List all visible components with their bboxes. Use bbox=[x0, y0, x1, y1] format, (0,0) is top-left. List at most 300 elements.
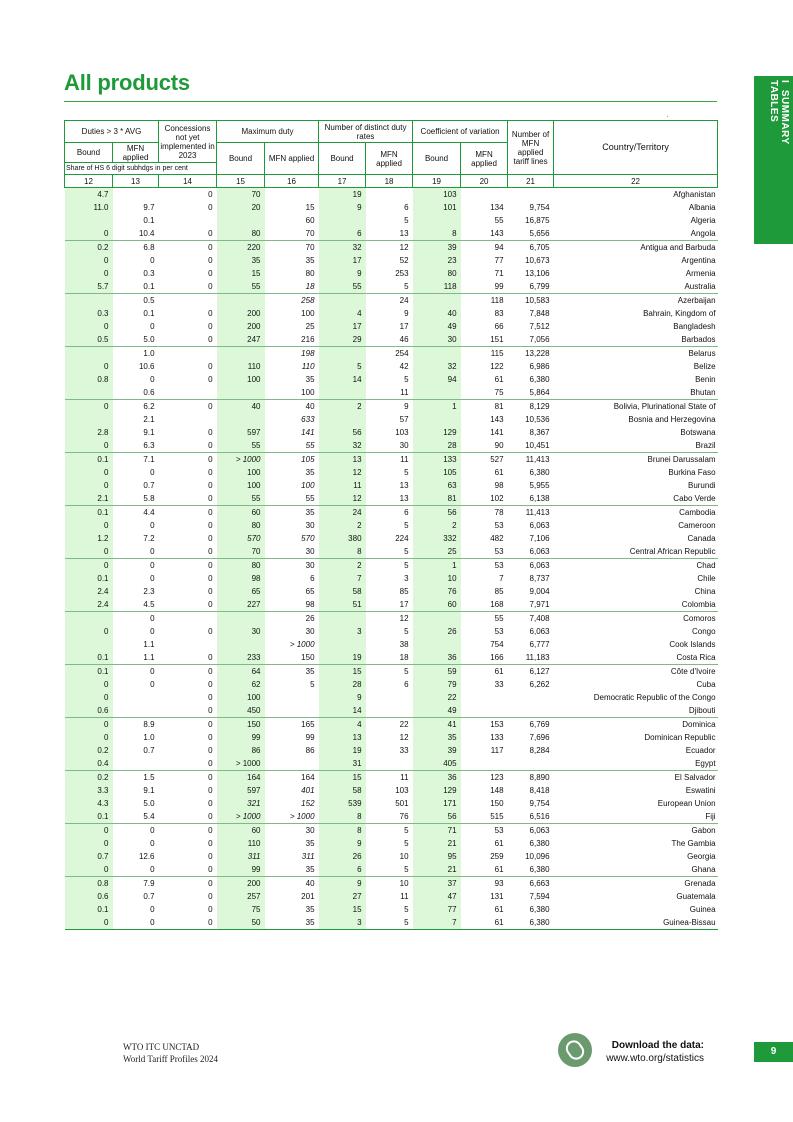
cell-c16: 26 bbox=[265, 612, 319, 626]
cell-c17 bbox=[319, 386, 366, 400]
cell-c20: 143 bbox=[490, 228, 504, 238]
cell-c21: 10,096 bbox=[525, 851, 550, 861]
download-icon[interactable] bbox=[558, 1033, 592, 1067]
cell-c15: > 1000 bbox=[217, 757, 265, 771]
cell-c12: 1.2 bbox=[65, 532, 113, 545]
table-row bbox=[65, 638, 718, 651]
country-name: Eswatini bbox=[685, 785, 716, 795]
cell-value: 570 bbox=[301, 533, 315, 543]
cell-c13: 0 bbox=[150, 374, 155, 384]
cell-c14: 0 bbox=[208, 268, 213, 278]
cell-c19: 36 bbox=[413, 651, 461, 665]
cell-c14: 0 bbox=[208, 255, 213, 265]
cell-c18 bbox=[366, 188, 413, 202]
cell-c13 bbox=[113, 757, 159, 771]
cell-c19: 39 bbox=[413, 744, 461, 757]
country-name: Guatemala bbox=[676, 891, 716, 901]
country-name: Dominica bbox=[554, 718, 718, 732]
country-name: Antigua and Barbuda bbox=[554, 241, 718, 255]
cell-c14: 0 bbox=[159, 877, 217, 891]
cell-c15 bbox=[217, 810, 265, 824]
cell-c21: 6,380 bbox=[529, 374, 550, 384]
country-name: The Gambia bbox=[671, 838, 716, 848]
cell-c14: 0 bbox=[208, 705, 213, 715]
cell-c20: 150 bbox=[490, 798, 504, 808]
cell-c15: 200 bbox=[217, 320, 265, 333]
cell-c16: 30 bbox=[305, 546, 315, 556]
header-coef-variation: Coefficient of variation bbox=[413, 121, 508, 143]
country-name: Azerbaijan bbox=[554, 294, 718, 308]
cell-c16 bbox=[265, 757, 319, 771]
cell-c18: 224 bbox=[395, 533, 409, 543]
cell-c17: 56 bbox=[319, 426, 366, 439]
cell-c18: 30 bbox=[399, 440, 409, 450]
cell-c20: 118 bbox=[461, 294, 508, 308]
country-name: Cook Islands bbox=[669, 639, 716, 649]
cell-value: 311 bbox=[247, 851, 261, 861]
cell-c17 bbox=[319, 413, 366, 426]
cell-c17: 4 bbox=[319, 718, 366, 732]
cell-c14 bbox=[159, 413, 217, 426]
cell-c20: 85 bbox=[494, 586, 504, 596]
cell-c13: 7.2 bbox=[143, 533, 155, 543]
country-name: Georgia bbox=[687, 851, 716, 861]
cell-value: > 1000 bbox=[289, 639, 315, 649]
table-row bbox=[65, 797, 718, 810]
country-name: European Union bbox=[657, 798, 716, 808]
cell-c15: 200 bbox=[217, 877, 265, 891]
column-number: 20 bbox=[461, 175, 508, 188]
country-name: Belarus bbox=[554, 347, 718, 361]
cell-c19: 36 bbox=[413, 771, 461, 785]
cell-c17: 55 bbox=[319, 280, 366, 294]
cell-c13 bbox=[113, 691, 159, 704]
cell-c14: 0 bbox=[159, 453, 217, 467]
cell-c18: 5 bbox=[404, 864, 409, 874]
cell-c17: 2 bbox=[319, 519, 366, 532]
cell-c14: 0 bbox=[208, 679, 213, 689]
cell-c12: 0 bbox=[65, 479, 113, 492]
cell-c16: 70 bbox=[265, 241, 319, 255]
cell-c14: 0 bbox=[208, 546, 213, 556]
cell-c19: 30 bbox=[413, 333, 461, 347]
cell-c15 bbox=[217, 413, 265, 426]
cell-c18: 13 bbox=[399, 480, 409, 490]
cell-c20: 527 bbox=[461, 453, 508, 467]
cell-c18: 6 bbox=[366, 506, 413, 520]
cell-c19: 1 bbox=[413, 559, 461, 573]
table-row bbox=[65, 545, 718, 559]
cell-value: 311 bbox=[301, 851, 315, 861]
cell-c20: 61 bbox=[461, 916, 508, 930]
cell-c14 bbox=[159, 386, 217, 400]
table-row bbox=[65, 678, 718, 691]
country-name: Bosnia and Herzegovina bbox=[628, 414, 716, 424]
cell-c18: 5 bbox=[404, 838, 409, 848]
cell-c14 bbox=[159, 612, 217, 626]
cell-c19: 76 bbox=[413, 585, 461, 598]
cell-c16 bbox=[265, 810, 319, 824]
cell-c15: 100 bbox=[217, 479, 265, 492]
cell-c12: 0.8 bbox=[65, 373, 113, 386]
table-row bbox=[65, 890, 718, 903]
column-number: 16 bbox=[265, 175, 319, 188]
cell-c18: 22 bbox=[366, 718, 413, 732]
cell-c14: 0 bbox=[208, 480, 213, 490]
cell-c15: 40 bbox=[217, 400, 265, 414]
page-number: 9 bbox=[754, 1042, 793, 1062]
table-row bbox=[65, 559, 718, 573]
title-divider bbox=[64, 101, 717, 102]
cell-c13: 0.1 bbox=[143, 215, 155, 225]
cell-c20 bbox=[461, 757, 508, 771]
cell-c20: 99 bbox=[494, 281, 504, 291]
cell-c14: 0 bbox=[208, 334, 213, 344]
country-name: Botswana bbox=[680, 427, 716, 437]
cell-c13: 5.8 bbox=[143, 493, 155, 503]
cell-c12: 0 bbox=[65, 227, 113, 241]
country-name: Angola bbox=[690, 228, 716, 238]
cell-c16 bbox=[265, 532, 319, 545]
cell-c19: 35 bbox=[413, 731, 461, 744]
cell-c19: 59 bbox=[413, 665, 461, 679]
cell-c19: 80 bbox=[413, 267, 461, 280]
cell-c19: 63 bbox=[413, 479, 461, 492]
cell-c15: 100 bbox=[217, 466, 265, 479]
cell-c17: 539 bbox=[319, 797, 366, 810]
cell-c18: 5 bbox=[404, 904, 409, 914]
cell-value: > 1000 bbox=[289, 811, 315, 821]
cell-c16 bbox=[265, 360, 319, 373]
cell-c21: 6,380 bbox=[529, 904, 550, 914]
cell-c15 bbox=[217, 294, 265, 308]
cell-c13: 5.4 bbox=[143, 811, 155, 821]
cell-c20: 66 bbox=[494, 321, 504, 331]
table-row bbox=[65, 572, 718, 585]
cell-c13: 0 bbox=[113, 665, 159, 679]
cell-value: 152 bbox=[301, 798, 315, 808]
cell-c16: 35 bbox=[305, 864, 315, 874]
cell-c17: 19 bbox=[319, 651, 366, 665]
cell-c15: 64 bbox=[217, 665, 265, 679]
table-row bbox=[65, 810, 718, 824]
cell-c16 bbox=[265, 638, 319, 651]
cell-c13: 1.5 bbox=[113, 771, 159, 785]
table-row bbox=[65, 771, 718, 785]
table-row bbox=[65, 863, 718, 877]
cell-c20: 53 bbox=[494, 626, 504, 636]
cell-c19: 8 bbox=[413, 227, 461, 241]
cell-c20: 515 bbox=[490, 811, 504, 821]
cell-c12: 0 bbox=[65, 824, 113, 838]
cell-value: 110 bbox=[301, 361, 315, 371]
cell-c17: 7 bbox=[319, 572, 366, 585]
cell-c15: 70 bbox=[217, 545, 265, 559]
cell-c14: 0 bbox=[208, 732, 213, 742]
column-number: 13 bbox=[113, 175, 159, 188]
cell-c12: 0 bbox=[65, 863, 113, 877]
cell-c12: 0 bbox=[65, 439, 113, 453]
cell-c18: 253 bbox=[395, 268, 409, 278]
cell-c16: 35 bbox=[305, 904, 315, 914]
cell-c21: 8,890 bbox=[508, 771, 554, 785]
cell-c13: 1.1 bbox=[143, 652, 155, 662]
cell-value: 198 bbox=[301, 348, 315, 358]
cell-c15: 450 bbox=[217, 704, 265, 718]
table-row bbox=[65, 691, 718, 704]
cell-c19: 56 bbox=[413, 810, 461, 824]
cell-c20: 75 bbox=[494, 387, 504, 397]
cell-c20 bbox=[461, 188, 508, 202]
cell-c16 bbox=[265, 479, 319, 492]
cell-c17: 15 bbox=[319, 771, 366, 785]
cell-c19: 32 bbox=[413, 360, 461, 373]
cell-c14: 0 bbox=[208, 361, 213, 371]
country-name: Guinea bbox=[689, 904, 716, 914]
cell-c13: 5.0 bbox=[143, 798, 155, 808]
cell-c13: 7.1 bbox=[113, 453, 159, 467]
cell-c16: 30 bbox=[305, 520, 315, 530]
cell-c14: 0 bbox=[159, 241, 217, 255]
cell-c17: 8 bbox=[319, 545, 366, 559]
cell-c12: 0.1 bbox=[65, 810, 113, 824]
country-name: El Salvador bbox=[554, 771, 718, 785]
cell-c12: 0.1 bbox=[65, 903, 113, 916]
cell-c12: 4.7 bbox=[65, 188, 113, 202]
download-block[interactable] bbox=[594, 1039, 704, 1065]
table-row bbox=[65, 718, 718, 732]
cell-c15 bbox=[217, 797, 265, 810]
cell-c15: 233 bbox=[217, 651, 265, 665]
cell-c12: 0 bbox=[65, 691, 113, 704]
cell-c21: 6,380 bbox=[529, 838, 550, 848]
cell-c13 bbox=[113, 188, 159, 202]
cell-c15: 99 bbox=[217, 731, 265, 744]
footer-org: WTO ITC UNCTAD bbox=[123, 1042, 200, 1052]
cell-c18: 13 bbox=[399, 228, 409, 238]
cell-c16 bbox=[265, 188, 319, 202]
country-name: Bolivia, Plurinational State of bbox=[554, 400, 718, 414]
cell-c16: 201 bbox=[301, 891, 315, 901]
cell-c16: 100 bbox=[301, 387, 315, 397]
cell-c19 bbox=[413, 347, 461, 361]
table-row bbox=[65, 506, 718, 520]
cell-c12: 11.0 bbox=[65, 201, 113, 214]
cell-c13: 0 bbox=[150, 546, 155, 556]
cell-c19: 60 bbox=[413, 598, 461, 612]
cell-c15: 75 bbox=[217, 903, 265, 916]
cell-c13: 2.1 bbox=[143, 414, 155, 424]
cell-c21: 7,106 bbox=[529, 533, 550, 543]
page-title: All products bbox=[64, 70, 190, 95]
cell-c16: 35 bbox=[305, 374, 315, 384]
cell-c17: 51 bbox=[319, 598, 366, 612]
cell-c16: 40 bbox=[265, 877, 319, 891]
cell-c21: 8,367 bbox=[529, 427, 550, 437]
cell-c16 bbox=[265, 704, 319, 718]
cell-c19: 77 bbox=[413, 903, 461, 916]
country-name: Canada bbox=[687, 533, 716, 543]
cell-c13: 0.7 bbox=[143, 480, 155, 490]
cell-c14: 0 bbox=[208, 758, 213, 768]
cell-c18: 18 bbox=[399, 652, 409, 662]
cell-c15 bbox=[217, 532, 265, 545]
cell-c18: 5 bbox=[366, 665, 413, 679]
cell-c20: 61 bbox=[494, 904, 504, 914]
cell-c12: 0 bbox=[65, 519, 113, 532]
cell-c21: 5,656 bbox=[529, 228, 550, 238]
column-number: 22 bbox=[554, 175, 718, 188]
cell-c17: 9 bbox=[319, 837, 366, 850]
cell-c15: 110 bbox=[217, 837, 265, 850]
cell-c16: 30 bbox=[265, 824, 319, 838]
cell-c20: 754 bbox=[490, 639, 504, 649]
cell-c14: 0 bbox=[208, 189, 213, 199]
cell-c21: 9,754 bbox=[529, 798, 550, 808]
table-row bbox=[65, 916, 718, 930]
cell-c12 bbox=[65, 413, 113, 426]
cell-c19 bbox=[413, 612, 461, 626]
header-mfn-lines: Number of MFN applied tariff lines bbox=[508, 121, 554, 175]
cell-c14: 0 bbox=[208, 904, 213, 914]
cell-c15 bbox=[217, 850, 265, 863]
cell-c19: 10 bbox=[413, 572, 461, 585]
cell-c18: 76 bbox=[399, 811, 409, 821]
country-name: Central African Republic bbox=[629, 546, 716, 556]
cell-c18 bbox=[366, 704, 413, 718]
cell-c15: 15 bbox=[217, 267, 265, 280]
cell-c21: 5,864 bbox=[529, 387, 550, 397]
cell-c17: 27 bbox=[319, 890, 366, 903]
cell-c16 bbox=[265, 453, 319, 467]
cell-c12 bbox=[65, 612, 113, 626]
cell-value: 18 bbox=[305, 281, 315, 291]
column-number: 21 bbox=[508, 175, 554, 188]
cell-c13: 0 bbox=[150, 679, 155, 689]
cell-c19: 101 bbox=[413, 201, 461, 214]
table-row bbox=[65, 453, 718, 467]
cell-c16: 86 bbox=[305, 745, 315, 755]
cell-c14: 0 bbox=[208, 745, 213, 755]
cell-c15: 257 bbox=[217, 890, 265, 903]
cell-c15: 164 bbox=[217, 771, 265, 785]
cell-c20: 55 bbox=[494, 215, 504, 225]
cell-c16: 30 bbox=[305, 626, 315, 636]
cell-c21: 6,986 bbox=[529, 361, 550, 371]
cell-c19: 49 bbox=[413, 320, 461, 333]
country-name: Bhutan bbox=[690, 387, 716, 397]
cell-c18: 17 bbox=[399, 321, 409, 331]
cell-c20: 71 bbox=[494, 268, 504, 278]
cell-c19: 405 bbox=[413, 757, 461, 771]
cell-c17: 12 bbox=[319, 466, 366, 479]
cell-c17: 19 bbox=[319, 188, 366, 202]
cell-c17: 4 bbox=[319, 307, 366, 320]
cell-c18: 38 bbox=[399, 639, 409, 649]
cell-c16: 35 bbox=[265, 506, 319, 520]
cell-c17: 3 bbox=[319, 916, 366, 930]
cell-c20: 102 bbox=[490, 493, 504, 503]
country-name: Cameroon bbox=[678, 520, 716, 530]
cell-c17: 17 bbox=[319, 320, 366, 333]
cell-c15: 80 bbox=[217, 227, 265, 241]
footer-publication: World Tariff Profiles 2024 bbox=[123, 1054, 219, 1064]
cell-c14 bbox=[159, 294, 217, 308]
cell-c18: 85 bbox=[399, 586, 409, 596]
cell-c19: 332 bbox=[413, 532, 461, 545]
cell-c15: 99 bbox=[217, 863, 265, 877]
column-number: 17 bbox=[319, 175, 366, 188]
cell-c14 bbox=[159, 638, 217, 651]
cell-c19: 7 bbox=[413, 916, 461, 930]
cell-c18: 46 bbox=[399, 334, 409, 344]
cell-c20: 117 bbox=[490, 745, 504, 755]
cell-c17: 9 bbox=[319, 691, 366, 704]
cell-c15: 30 bbox=[217, 625, 265, 638]
table-row bbox=[65, 373, 718, 386]
cell-c17: 58 bbox=[319, 585, 366, 598]
cell-c12: 0 bbox=[65, 267, 113, 280]
cell-c12: 0 bbox=[65, 254, 113, 267]
cell-c12: 0.1 bbox=[65, 572, 113, 585]
cell-c14: 0 bbox=[208, 864, 213, 874]
cell-c19: 95 bbox=[413, 850, 461, 863]
cell-c20: 83 bbox=[494, 308, 504, 318]
table-row bbox=[65, 651, 718, 665]
cell-c15: 20 bbox=[217, 201, 265, 214]
cell-c13 bbox=[113, 704, 159, 718]
table-row bbox=[65, 227, 718, 241]
country-name: Cambodia bbox=[554, 506, 718, 520]
cell-c17: 14 bbox=[319, 704, 366, 718]
country-name: Democratic Republic of the Congo bbox=[593, 692, 716, 702]
header-bound: Bound bbox=[65, 143, 113, 163]
table-row bbox=[65, 731, 718, 744]
cell-c20: 115 bbox=[461, 347, 508, 361]
cell-c13: 0.6 bbox=[143, 387, 155, 397]
cell-c16: 165 bbox=[265, 718, 319, 732]
country-name: Brazil bbox=[695, 440, 716, 450]
cell-c15: 150 bbox=[217, 718, 265, 732]
cell-c17: 3 bbox=[319, 625, 366, 638]
cell-c18: 103 bbox=[395, 785, 409, 795]
cell-c14: 0 bbox=[159, 665, 217, 679]
section-tab[interactable] bbox=[754, 76, 793, 244]
cell-c21 bbox=[508, 704, 554, 718]
cell-value: 55 bbox=[305, 440, 315, 450]
table-row bbox=[65, 386, 718, 400]
cell-c13: 0.3 bbox=[143, 268, 155, 278]
cell-c20: 90 bbox=[494, 440, 504, 450]
table-row bbox=[65, 320, 718, 333]
table-row bbox=[65, 280, 718, 294]
cell-c18: 5 bbox=[366, 559, 413, 573]
table-row bbox=[65, 877, 718, 891]
cell-c12: 5.7 bbox=[65, 280, 113, 294]
cell-c21: 5,955 bbox=[529, 480, 550, 490]
cell-c13: 1.0 bbox=[143, 732, 155, 742]
cell-c18: 5 bbox=[404, 374, 409, 384]
download-link[interactable]: www.wto.org/statistics bbox=[606, 1053, 704, 1064]
cell-c14: 0 bbox=[208, 520, 213, 530]
cell-c13: 6.8 bbox=[113, 241, 159, 255]
cell-c16: 35 bbox=[265, 665, 319, 679]
cell-c21: 9,754 bbox=[529, 202, 550, 212]
cell-c21: 10,536 bbox=[525, 414, 550, 424]
cell-c17: 29 bbox=[319, 333, 366, 347]
cell-c17: 9 bbox=[319, 201, 366, 214]
cell-c14: 0 bbox=[208, 321, 213, 331]
